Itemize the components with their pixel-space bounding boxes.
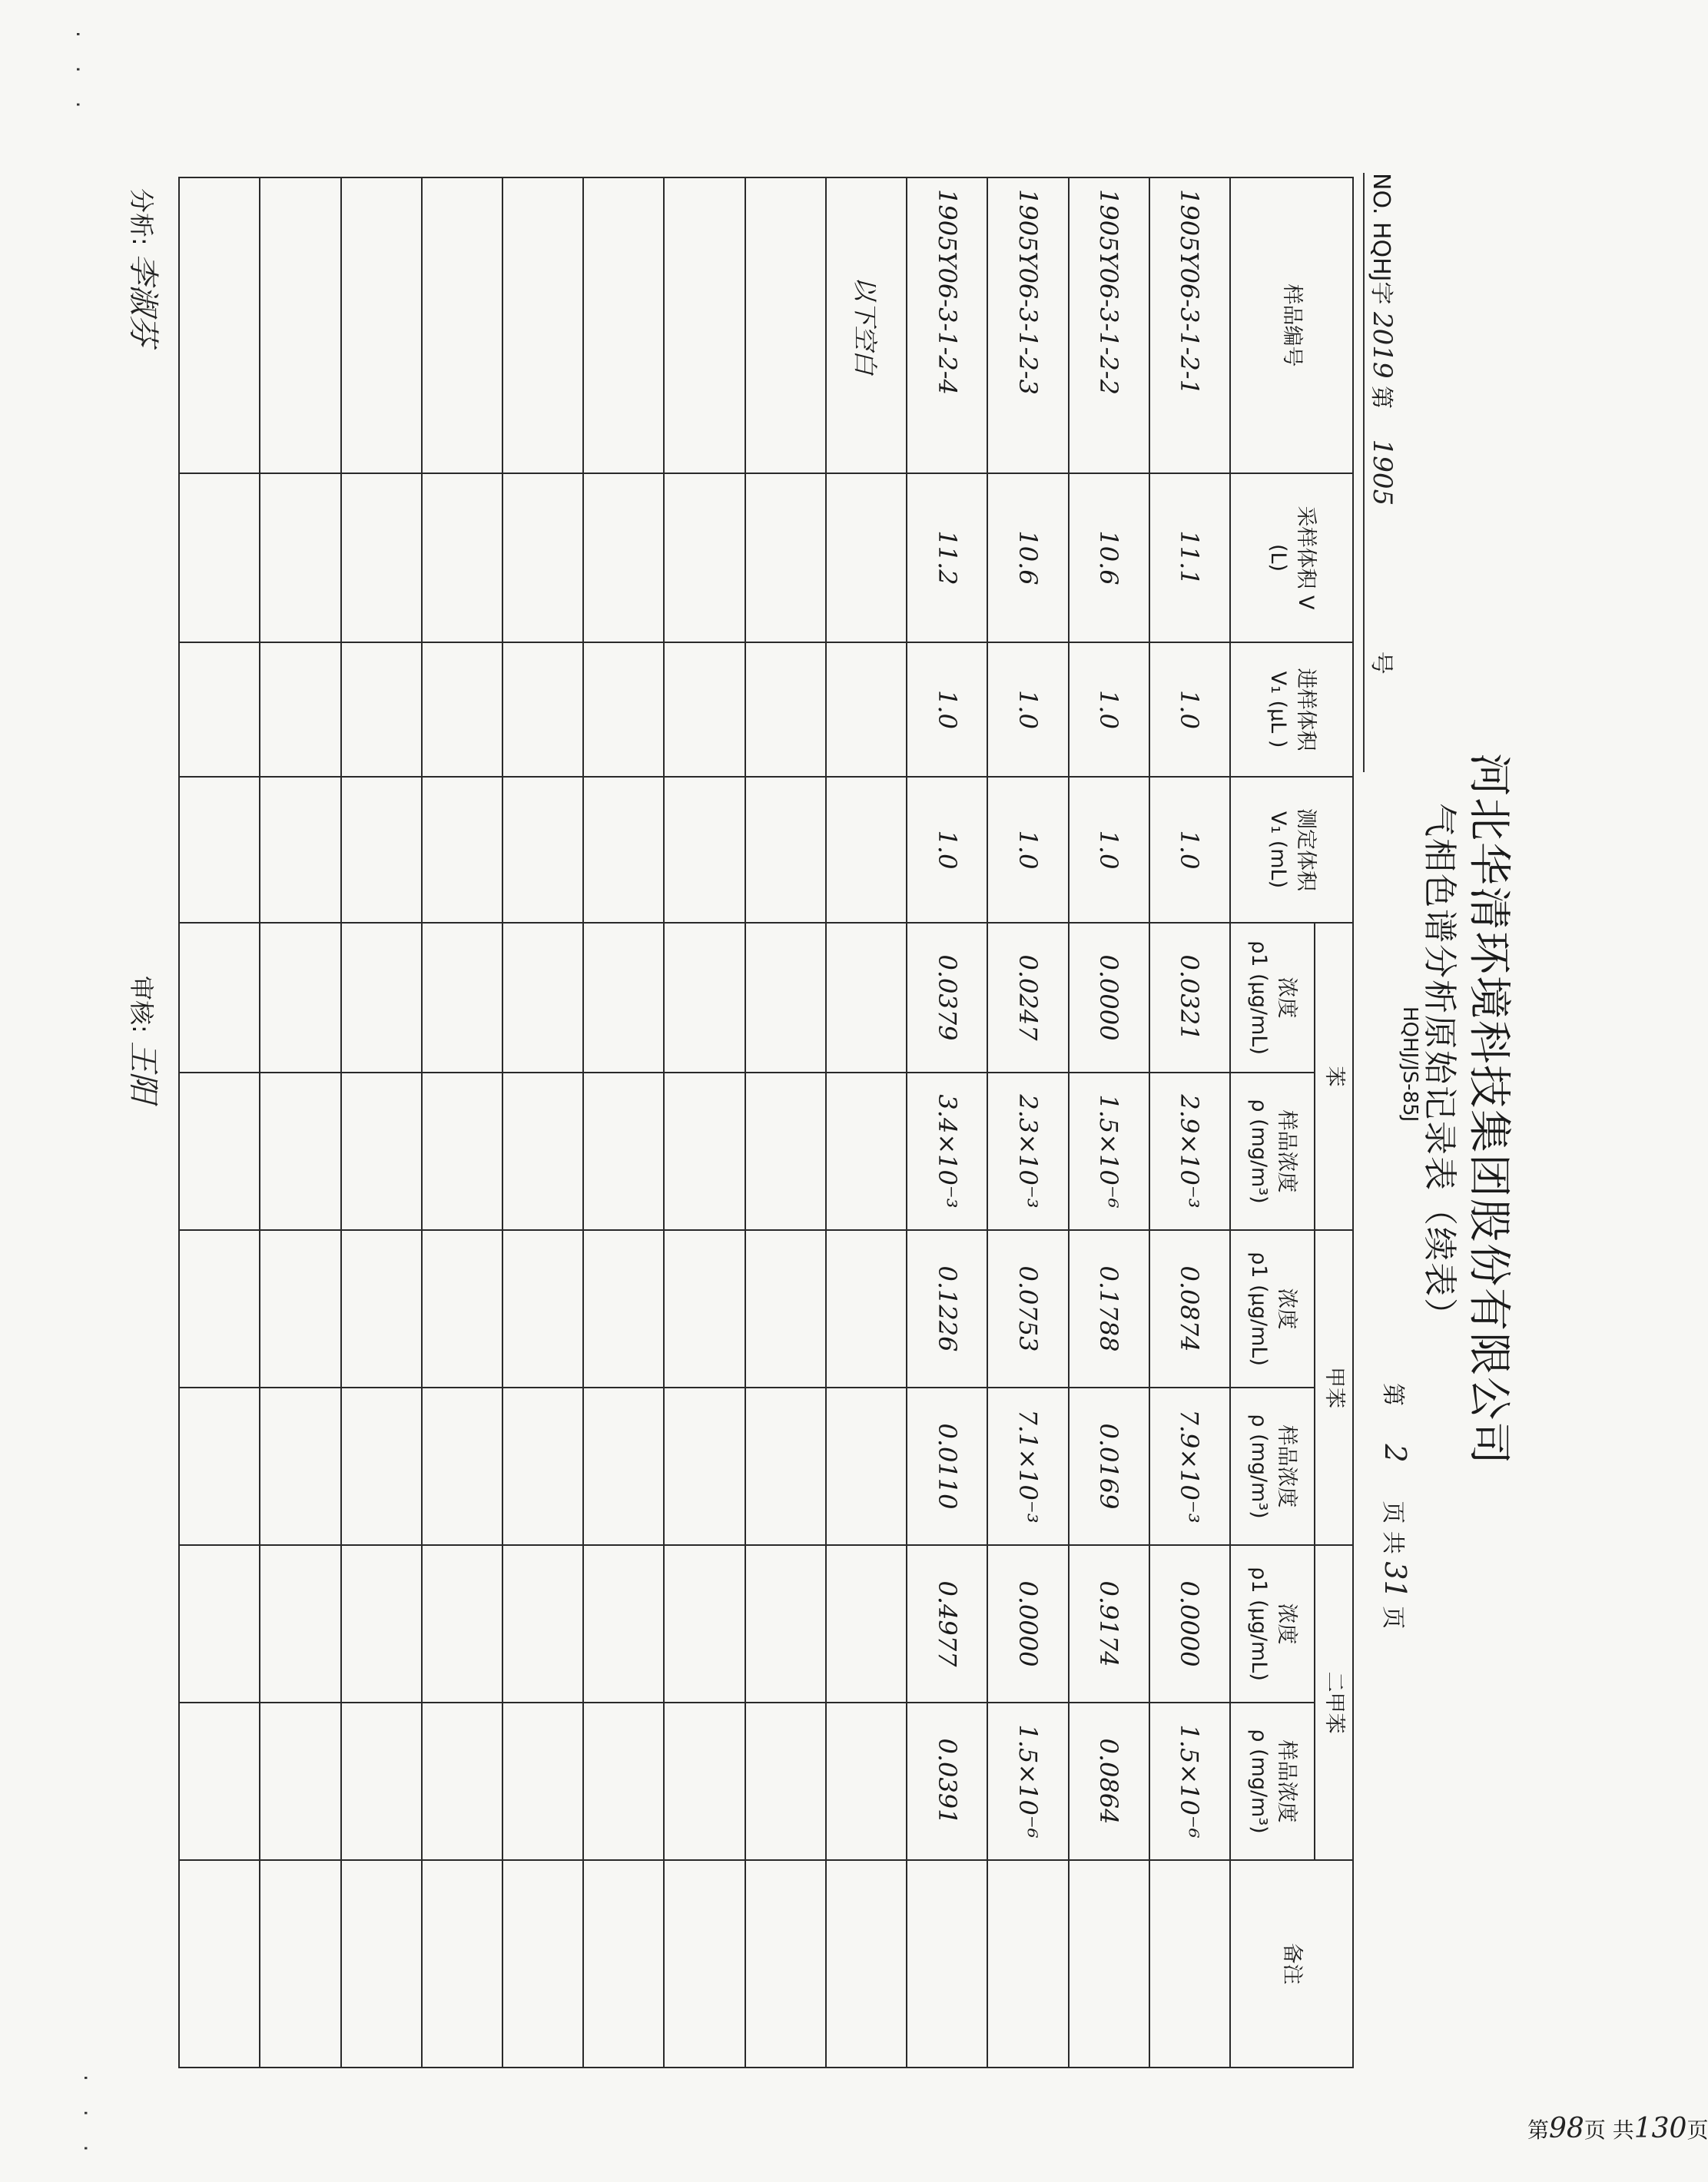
cell-b-s (502, 1073, 583, 1230)
cell-v-inj: 1.0 (1149, 642, 1230, 777)
table-row (179, 177, 260, 2068)
header-line: ρ (mg/m³) (1247, 1729, 1271, 1834)
page-label: 页 (1379, 1606, 1406, 1630)
cell-t-s: 0.0169 (1069, 1388, 1149, 1545)
cell-remark (502, 1860, 583, 2068)
form-code: HQHJ/JS-85J (1398, 1006, 1421, 1123)
cell-x-s: 0.0391 (907, 1703, 987, 1860)
cell-sample-no: 1905Y06-3-1-2-2 (1069, 177, 1149, 473)
doc-no-year: 2019 (1367, 312, 1398, 379)
cell-t-c: 0.0874 (1149, 1230, 1230, 1388)
table-row (583, 177, 664, 2068)
doc-no-underline (1363, 173, 1365, 772)
header-line: 样品浓度 (1275, 1109, 1299, 1193)
cell-x-c (745, 1545, 826, 1703)
cell-x-s: 0.0864 (1069, 1703, 1149, 1860)
cell-b-s: 3.4×10⁻³ (907, 1073, 987, 1230)
cell-remark (987, 1860, 1068, 2068)
cell-v (260, 473, 340, 642)
stamp-total: 130 (1633, 2113, 1687, 2144)
cell-t-s (664, 1388, 745, 1545)
header-conc (1230, 923, 1315, 1073)
header-line: ρ (mg/m³) (1247, 1414, 1271, 1519)
cell-x-s (583, 1703, 664, 1860)
cell-b-s: 2.3×10⁻³ (987, 1073, 1068, 1230)
analyst-signature (124, 188, 167, 346)
cell-v-meas (179, 777, 260, 923)
table-row (1149, 177, 1230, 2068)
cell-t-s (826, 1388, 907, 1545)
cell-x-s (745, 1703, 826, 1860)
header-sample-conc (1230, 1073, 1315, 1230)
doc-no-mid: 第 (1368, 386, 1395, 410)
cell-sample-no (745, 177, 826, 473)
cell-b-c (583, 923, 664, 1073)
cell-remark (422, 1860, 502, 2068)
cell-b-c: 0.0000 (1069, 923, 1149, 1073)
cell-remark (826, 1860, 907, 2068)
cell-x-s (260, 1703, 340, 1860)
cell-x-c: 0.0000 (987, 1545, 1068, 1703)
cell-v-inj (422, 642, 502, 777)
cell-x-c (826, 1545, 907, 1703)
cell-b-s (664, 1073, 745, 1230)
cell-t-s: 7.9×10⁻³ (1149, 1388, 1230, 1545)
cell-sample-no: 1905Y06-3-1-2-3 (987, 177, 1068, 473)
cell-v-inj (745, 642, 826, 777)
header-line: (L) (1266, 543, 1290, 572)
cell-x-c (260, 1545, 340, 1703)
cell-t-c (502, 1230, 583, 1388)
cell-b-s (583, 1073, 664, 1230)
cell-v (179, 473, 260, 642)
cell-remark (1149, 1860, 1230, 2068)
cell-t-s: 0.0110 (907, 1388, 987, 1545)
cell-t-c (260, 1230, 340, 1388)
cell-b-c (745, 923, 826, 1073)
cell-t-s: 7.1×10⁻³ (987, 1388, 1068, 1545)
cell-b-s (826, 1073, 907, 1230)
scan-dots: · · · (73, 2074, 98, 2163)
header-line: ρ1 (μg/mL) (1247, 1252, 1271, 1366)
header-line: V₁ (mL) (1266, 811, 1290, 889)
cell-x-s (502, 1703, 583, 1860)
record-table (178, 177, 1354, 2068)
cell-v-inj (502, 642, 583, 777)
cell-b-s: 2.9×10⁻³ (1149, 1073, 1230, 1230)
reviewer-name: 王阳 (125, 1040, 161, 1103)
header-conc (1230, 1545, 1315, 1703)
cell-x-c: 0.9174 (1069, 1545, 1149, 1703)
header-sampling-volume (1230, 473, 1353, 642)
cell-x-s: 1.5×10⁻⁶ (987, 1703, 1068, 1860)
cell-sample-no: 1905Y06-3-1-2-1 (1149, 177, 1230, 473)
page-total: 31 (1378, 1561, 1412, 1599)
cell-v (502, 473, 583, 642)
cell-b-c (341, 923, 422, 1073)
cell-v (664, 473, 745, 642)
cell-v: 10.6 (987, 473, 1068, 642)
header-sample-conc (1230, 1703, 1315, 1860)
cell-v-meas (341, 777, 422, 923)
cell-b-c: 0.0247 (987, 923, 1068, 1073)
cell-x-c: 0.0000 (1149, 1545, 1230, 1703)
table-row (826, 177, 907, 2068)
header-line: ρ1 (μg/mL) (1247, 1567, 1271, 1681)
table-row (341, 177, 422, 2068)
header-xylene: 二甲苯 (1315, 1545, 1353, 1860)
cell-v-meas (502, 777, 583, 923)
cell-v-inj: 1.0 (987, 642, 1068, 777)
cell-v-inj (341, 642, 422, 777)
cell-remark (907, 1860, 987, 2068)
stamp-label: 第 (1527, 2117, 1550, 2143)
cell-t-c (664, 1230, 745, 1388)
cell-sample-no (664, 177, 745, 473)
header-sample-conc (1230, 1388, 1315, 1545)
cell-sample-no: 1905Y06-3-1-2-4 (907, 177, 987, 473)
cell-v (745, 473, 826, 642)
cell-t-s (341, 1388, 422, 1545)
cell-t-c (826, 1230, 907, 1388)
table-row (987, 177, 1068, 2068)
cell-b-c (826, 923, 907, 1073)
cell-x-c (341, 1545, 422, 1703)
cell-sample-no (179, 177, 260, 473)
scan-dots: · · · (65, 31, 91, 119)
company-title: 河北华清环境科技集团股份有限公司 (1464, 753, 1514, 1466)
cell-remark (583, 1860, 664, 2068)
table-row (664, 177, 745, 2068)
cell-v-meas (260, 777, 340, 923)
table-row (422, 177, 502, 2068)
cell-x-c (422, 1545, 502, 1703)
cell-v-inj (664, 642, 745, 777)
cell-b-s: 1.5×10⁻⁶ (1069, 1073, 1149, 1230)
cell-x-s (664, 1703, 745, 1860)
cell-sample-no (502, 177, 583, 473)
cell-v-meas: 1.0 (907, 777, 987, 923)
header-line: ρ (mg/m³) (1247, 1099, 1271, 1204)
stamp-label: 页 共 (1584, 2117, 1634, 2143)
cell-t-c (422, 1230, 502, 1388)
cell-v: 11.2 (907, 473, 987, 642)
cell-sample-no (260, 177, 340, 473)
page-current: 2 (1378, 1444, 1412, 1463)
cell-t-s (745, 1388, 826, 1545)
stamp-label: 页 (1686, 2117, 1708, 2143)
cell-v: 10.6 (1069, 473, 1149, 642)
cell-x-s (422, 1703, 502, 1860)
cell-sample-no (341, 177, 422, 473)
header-sample-no: 样品编号 (1230, 177, 1353, 473)
cell-b-c (502, 923, 583, 1073)
cell-v-meas (664, 777, 745, 923)
cell-t-c: 0.0753 (987, 1230, 1068, 1388)
cell-v-meas (826, 777, 907, 923)
header-line: 浓度 (1275, 1288, 1299, 1330)
cell-x-s: 1.5×10⁻⁶ (1149, 1703, 1230, 1860)
cell-t-s (502, 1388, 583, 1545)
page-label: 页 共 (1379, 1501, 1406, 1554)
cell-t-c (583, 1230, 664, 1388)
table-row (260, 177, 340, 2068)
cell-v-meas: 1.0 (987, 777, 1068, 923)
reviewer-signature (124, 976, 167, 1103)
cell-t-c (179, 1230, 260, 1388)
header-line: 浓度 (1275, 1603, 1299, 1645)
cell-t-c: 0.1226 (907, 1230, 987, 1388)
cell-v (583, 473, 664, 642)
table-row (745, 177, 826, 2068)
table-body (179, 177, 1230, 2068)
cell-t-s (422, 1388, 502, 1545)
header-line: 测定体积 (1294, 808, 1318, 891)
table-row (502, 177, 583, 2068)
analyst-label: 分析: (127, 188, 156, 246)
reviewer-label: 审核: (127, 976, 156, 1033)
table-row (1069, 177, 1149, 2068)
doc-no-number: 1905 (1367, 439, 1398, 506)
cell-b-c (664, 923, 745, 1073)
cell-b-c: 0.0379 (907, 923, 987, 1073)
cell-b-s (341, 1073, 422, 1230)
cell-v-inj (179, 642, 260, 777)
cell-remark (341, 1860, 422, 2068)
header-injection-volume (1230, 642, 1353, 777)
stamp-current: 98 (1549, 2113, 1584, 2144)
cell-x-s (179, 1703, 260, 1860)
cell-remark (260, 1860, 340, 2068)
cell-t-c (341, 1230, 422, 1388)
analyst-name: 李淑芬 (125, 253, 161, 346)
cell-x-c (502, 1545, 583, 1703)
document-number (1367, 173, 1401, 675)
cell-b-s (745, 1073, 826, 1230)
doc-no-prefix: NO. HQHJ字 (1368, 173, 1395, 305)
header-line: 进样体积 (1294, 668, 1318, 751)
cell-t-s (583, 1388, 664, 1545)
cell-v-inj: 1.0 (1069, 642, 1149, 777)
cell-x-c (583, 1545, 664, 1703)
cell-v-meas (745, 777, 826, 923)
header-line: V₁ (μL ) (1266, 671, 1290, 748)
cell-v (422, 473, 502, 642)
header-benzene: 苯 (1315, 923, 1353, 1230)
cell-b-s (422, 1073, 502, 1230)
header-line: 样品浓度 (1275, 1739, 1299, 1823)
doc-no-suffix: 号 (1368, 651, 1395, 675)
header-line: ρ1 (μg/mL) (1247, 940, 1271, 1055)
cell-sample-no (422, 177, 502, 473)
cell-v: 11.1 (1149, 473, 1230, 642)
cell-remark (664, 1860, 745, 2068)
cell-x-c (664, 1545, 745, 1703)
cell-b-c (179, 923, 260, 1073)
header-measured-volume (1230, 777, 1353, 923)
header-remark: 备注 (1230, 1860, 1353, 2068)
cell-remark (1069, 1860, 1149, 2068)
cell-v-meas: 1.0 (1069, 777, 1149, 923)
page-number (1378, 1383, 1412, 1629)
page-label: 第 (1379, 1383, 1406, 1406)
cell-x-c: 0.4977 (907, 1545, 987, 1703)
cell-v-meas: 1.0 (1149, 777, 1230, 923)
cell-b-c: 0.0321 (1149, 923, 1230, 1073)
cell-b-c (260, 923, 340, 1073)
cell-v-inj (260, 642, 340, 777)
cell-v-meas (583, 777, 664, 923)
header-conc (1230, 1230, 1315, 1388)
cell-v-inj (826, 642, 907, 777)
header-line: 采样体积 V (1294, 506, 1318, 610)
cell-v-inj: 1.0 (907, 642, 987, 777)
cell-v (341, 473, 422, 642)
cell-b-s (260, 1073, 340, 1230)
cell-v-inj (583, 642, 664, 777)
header-toluene: 甲苯 (1315, 1230, 1353, 1545)
header-line: 浓度 (1275, 977, 1299, 1019)
cell-v-meas (422, 777, 502, 923)
cell-x-s (826, 1703, 907, 1860)
cell-t-s (179, 1388, 260, 1545)
cell-remark (179, 1860, 260, 2068)
cell-sample-no: 以下空白 (826, 177, 907, 473)
cell-t-c (745, 1230, 826, 1388)
header-line: 样品浓度 (1275, 1424, 1299, 1508)
form-title: 气相色谱分析原始记录表（续表） (1420, 803, 1459, 1333)
cell-b-s (179, 1073, 260, 1230)
cell-v (826, 473, 907, 642)
cell-t-c: 0.1788 (1069, 1230, 1149, 1388)
cell-remark (745, 1860, 826, 2068)
table-row (907, 177, 987, 2068)
cell-sample-no (583, 177, 664, 473)
cell-t-s (260, 1388, 340, 1545)
cell-x-s (341, 1703, 422, 1860)
cell-x-c (179, 1545, 260, 1703)
cell-b-c (422, 923, 502, 1073)
